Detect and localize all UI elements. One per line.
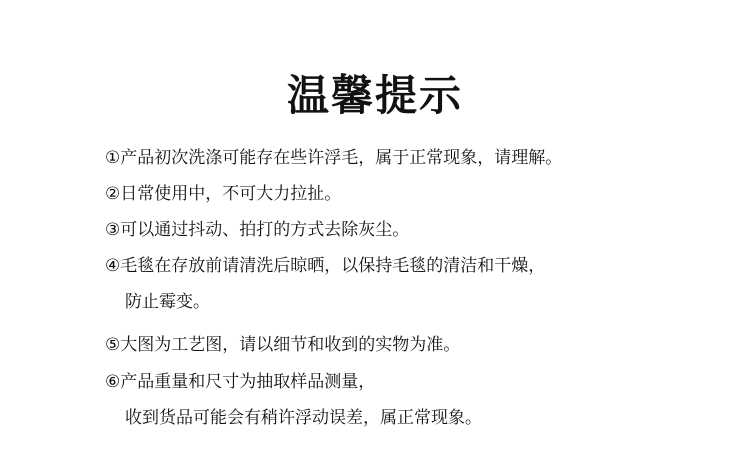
- note-4-line-2: 防止霉变。: [125, 292, 210, 312]
- note-2-line-1: ②日常使用中，不可大力拉扯。: [105, 184, 342, 204]
- note-6-line-1: ⑥产品重量和尺寸为抽取样品测量，: [105, 372, 376, 392]
- note-3-line-1: ③可以通过抖动、拍打的方式去除灰尘。: [105, 220, 410, 240]
- note-5-line-1: ⑤大图为工艺图，请以细节和收到的实物为准。: [105, 335, 461, 355]
- note-4-line-1: ④毛毯在存放前请清洗后晾晒，以保持毛毯的清洁和干燥，: [105, 256, 546, 276]
- note-1-line-1: ①产品初次洗涤可能存在些许浮毛，属于正常现象，请理解。: [105, 148, 563, 168]
- page-title: 温馨提示: [286, 71, 463, 120]
- note-6-line-2: 收到货品可能会有稍许浮动误差，属正常现象。: [125, 408, 482, 428]
